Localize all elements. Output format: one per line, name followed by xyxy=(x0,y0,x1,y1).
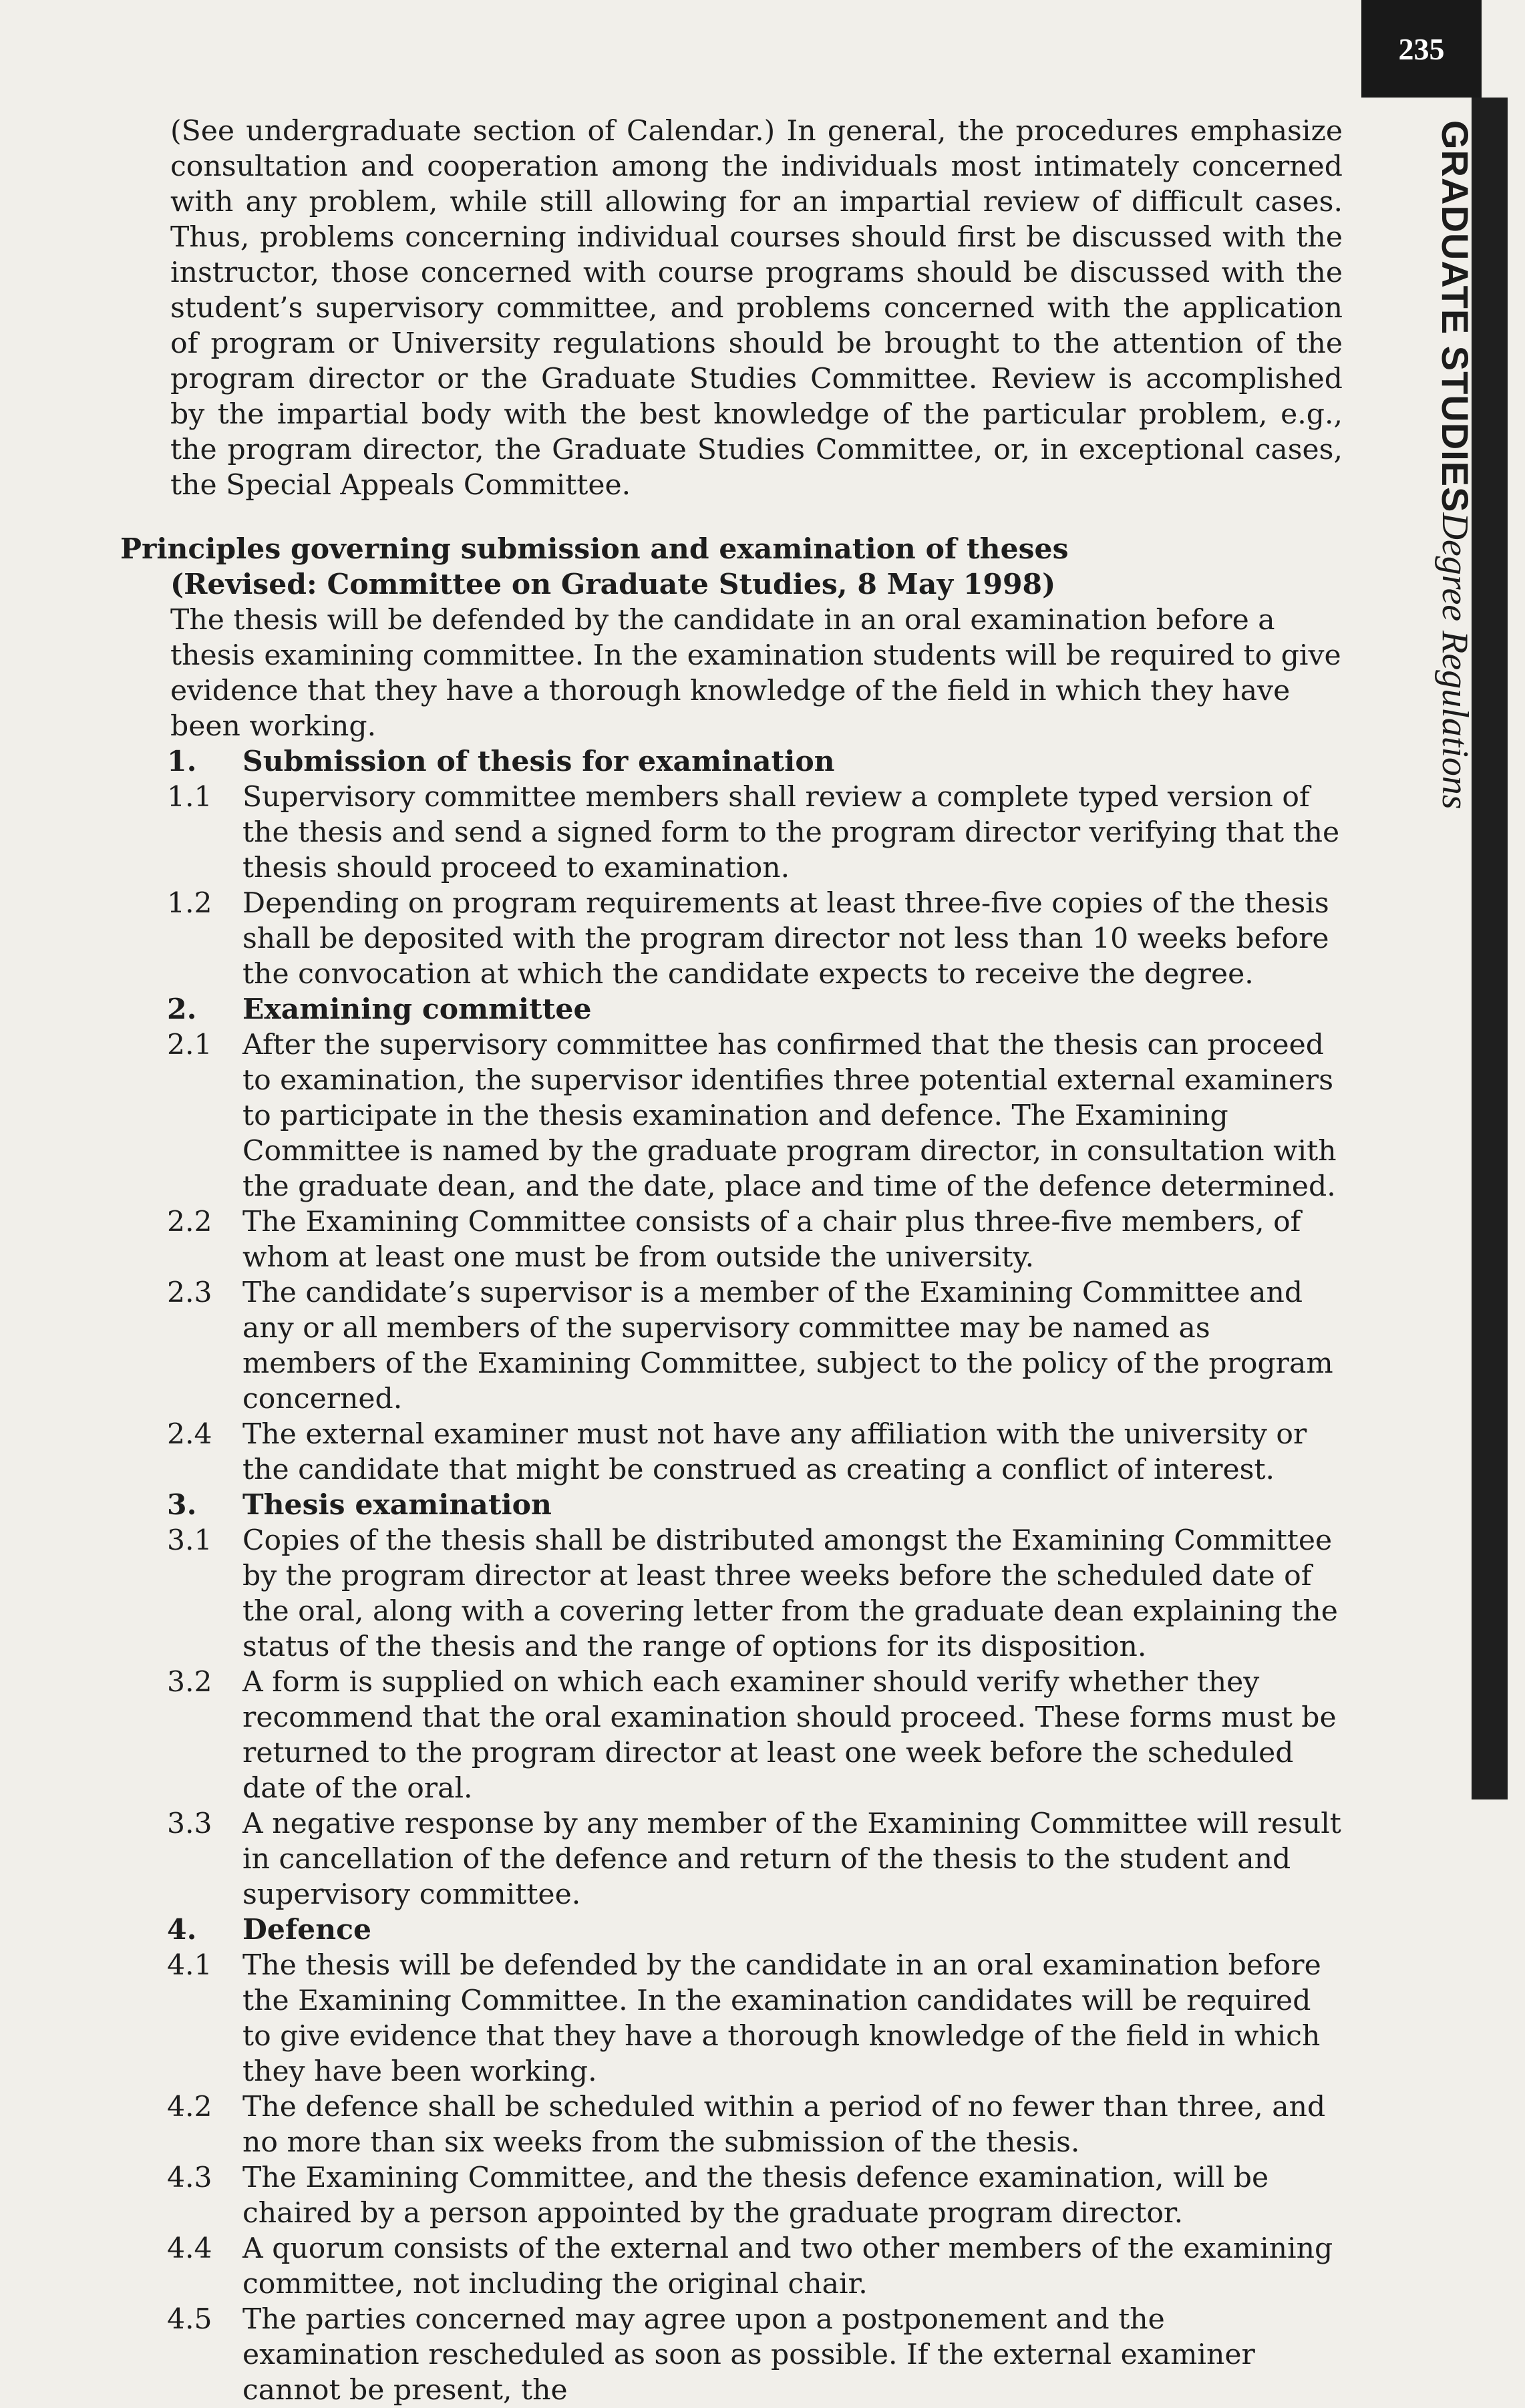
intro-paragraph: (See undergraduate section of Calendar.) In general, the procedures emphasize consultation and cooperation among the individuals most intimately concerned with any problem, while still allowing for an impartial review of difficult cases. Thus, problems concerning individual courses should first be discussed with the instructor, those concerned with course programs should be discussed with the student’s supervisory committee, and problems concerned with the application of program or University regulations should be brought to the attention of the program director or the Graduate Studies Committee. Review is accomplished by the impartial body with the best knowledge of the particular problem, e.g., the program director, the Graduate Studies Committee, or, in exceptional cases, the Special Appeals Committee. xyxy=(170,115,1343,502)
item-number: 1. xyxy=(167,745,197,778)
item-number: 1.1 xyxy=(167,781,212,814)
item-text: Submission of thesis for examination xyxy=(242,745,835,778)
item-number: 4.5 xyxy=(167,2303,212,2336)
item-number: 2.3 xyxy=(167,1276,212,1309)
list-heading xyxy=(120,992,1343,1027)
item-text: Defence xyxy=(242,1913,372,1946)
subsection-title: Degree Regulations xyxy=(1434,512,1476,810)
item-text: Depending on program requirements at least three-five copies of the thesis shall be deposited with the program director not less than 10 weeks before the convocation at which the candidate expects to receive the degree. xyxy=(242,887,1329,991)
item-number: 4.2 xyxy=(167,2091,212,2123)
list-item xyxy=(120,1948,1343,2089)
list-item xyxy=(120,1275,1343,1417)
item-number: 1.2 xyxy=(167,887,212,920)
lead-paragraph: The thesis will be defended by the candidate in an oral examination before a thesis examining committee. In the examination students will be required to give evidence that they have a thorough knowledge of the field in which they have been working. xyxy=(170,604,1341,743)
item-text: A form is supplied on which each examiner should verify whether they recommend that the oral examination should proceed. These forms must be returned to the program director at least one week before the scheduled date of the oral. xyxy=(242,1666,1337,1805)
numbered-list xyxy=(120,744,1343,2408)
item-number: 2.2 xyxy=(167,1206,212,1238)
item-text: The candidate’s supervisor is a member of the Examining Committee and any or all members of the supervisory committee may be named as members of the Examining Committee, subject to the policy of the program concerned. xyxy=(242,1276,1333,1415)
item-number: 4.4 xyxy=(167,2232,212,2265)
revision-note: (Revised: Committee on Graduate Studies, 8 May 1998) xyxy=(170,568,1056,601)
list-item xyxy=(120,1523,1343,1665)
item-text: The defence shall be scheduled within a period of no fewer than three, and no more than six weeks from the submission of the thesis. xyxy=(242,2091,1326,2159)
item-text: A negative response by any member of the Examining Committee will result in cancellation of the defence and return of the thesis to the student and supervisory committee. xyxy=(242,1808,1341,1911)
item-text: The external examiner must not have any affiliation with the university or the candidate that might be construed as creating a conflict of interest. xyxy=(242,1418,1307,1486)
list-item xyxy=(120,2160,1343,2231)
list-item xyxy=(120,1204,1343,1275)
list-heading xyxy=(120,1488,1343,1523)
section-title: GRADUATE STUDIES xyxy=(1434,120,1476,513)
item-number: 2.1 xyxy=(167,1029,212,1061)
item-text: The thesis will be defended by the candidate in an oral examination before the Examining Committee. In the examination candidates will be required to give evidence that they have a thorough knowledge of the field in which they have been working. xyxy=(242,1949,1321,2088)
list-item xyxy=(120,1806,1343,1912)
item-text: After the supervisory committee has confirmed that the thesis can proceed to examination, the supervisor identifies three potential external examiners to participate in the thesis examination and defence. The Examining Committee is named by the graduate program director, in consultation with the graduate dean, and the date, place and time of the defence determined. xyxy=(242,1029,1337,1203)
running-header xyxy=(1436,120,1474,810)
item-text: The Examining Committee consists of a chair plus three-five members, of whom at least one must be from outside the university. xyxy=(242,1206,1301,1274)
item-text: Supervisory committee members shall review a complete typed version of the thesis and send a signed form to the program director verifying that the thesis should proceed to examination. xyxy=(242,781,1340,884)
section-heading: Principles governing submission and examination of theses xyxy=(120,532,1069,566)
item-text: Examining committee xyxy=(242,993,592,1026)
item-number: 4.1 xyxy=(167,1949,212,1982)
list-heading xyxy=(120,744,1343,780)
item-text: The parties concerned may agree upon a postponement and the examination rescheduled as soon as possible. If the external examiner cannot be present, the xyxy=(242,2303,1255,2407)
list-item xyxy=(120,1417,1343,1488)
item-number: 2. xyxy=(167,993,197,1026)
item-number: 3.2 xyxy=(167,1666,212,1699)
list-item xyxy=(120,2231,1343,2302)
item-text: A quorum consists of the external and two other members of the examining committee, not including the original chair. xyxy=(242,2232,1333,2300)
item-number: 2.4 xyxy=(167,1418,212,1451)
page-body xyxy=(120,114,1343,2408)
list-item xyxy=(120,2302,1343,2408)
list-item xyxy=(120,1027,1343,1204)
item-number: 3. xyxy=(167,1488,197,1522)
list-item xyxy=(120,1665,1343,1806)
item-number: 3.1 xyxy=(167,1524,212,1557)
item-text: Thesis examination xyxy=(242,1488,552,1522)
section-thumb-tab xyxy=(1472,98,1508,1799)
page-number: 235 xyxy=(1361,0,1482,98)
item-number: 4.3 xyxy=(167,2162,212,2194)
list-item xyxy=(120,886,1343,992)
list-heading xyxy=(120,1912,1343,1948)
list-item xyxy=(120,780,1343,886)
item-number: 4. xyxy=(167,1913,197,1946)
list-item xyxy=(120,2089,1343,2160)
item-text: The Examining Committee, and the thesis defence examination, will be chaired by a person appointed by the graduate program director. xyxy=(242,2162,1269,2230)
item-text: Copies of the thesis shall be distributed amongst the Examining Committee by the program director at least three weeks before the scheduled date of the oral, along with a covering letter from the graduate dean explaining the status of the thesis and the range of options for its disposition. xyxy=(242,1524,1338,1663)
item-number: 3.3 xyxy=(167,1808,212,1840)
